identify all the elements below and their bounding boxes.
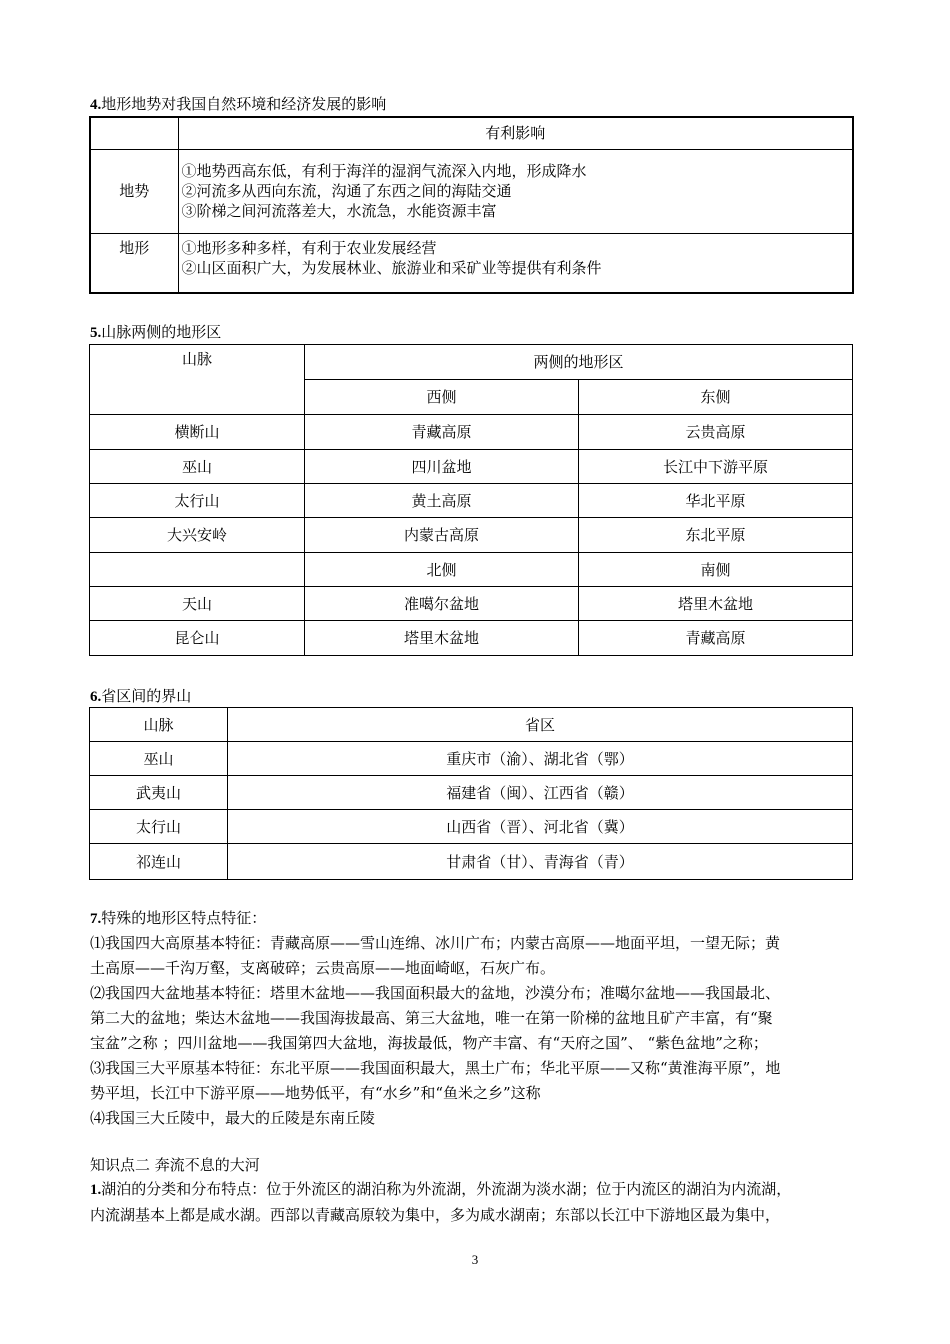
header-empty-cell [90,117,178,149]
west-region-cell: 内蒙古高原 [305,518,579,553]
section-4-heading [90,94,386,115]
header-regions-both-sides: 两侧的地形区 [305,345,853,380]
section-7-number: 7. [90,911,102,927]
boundary-mountains-table [89,707,853,880]
mountain-cell: 武夷山 [90,776,228,810]
header-north-side: 北侧 [305,553,579,587]
east-region-cell: 长江中下游平原 [579,450,853,484]
section-6-number: 6. [90,689,102,705]
header-mountain: 山脉 [90,345,305,415]
mountain-cell: 祁连山 [90,844,228,880]
province-cell: 甘肃省（甘）、青海省（青） [228,844,853,880]
body-line: ⑶我国三大平原基本特征：东北平原——我国面积最大，黑土广布；华北平原——又称“黄淮海平原”，地 [90,1059,781,1077]
south-region-cell: 青藏高原 [579,621,853,656]
mountain-cell: 大兴安岭 [90,518,305,553]
section-5-title: 山脉两侧的地形区 [101,323,222,341]
body-line: 内流湖基本上都是咸水湖。西部以青藏高原较为集中，多为咸水湖南；东部以长江中下游地区最为集中， [90,1206,781,1224]
mountain-cell: 横断山 [90,415,305,450]
terrain-slope-influences [178,149,853,233]
influence-line: ①地势西高东低，有利于海洋的湿润气流深入内地，形成降水 [181,162,587,180]
body-line: 宝盆”之称 ；四川盆地——我国第四大盆地，海拔最低，物产丰富、有“天府之国”、 “紫色盆地”之称； [90,1034,768,1052]
header-mountain: 山脉 [90,708,228,742]
province-cell: 山西省（晋）、河北省（冀） [228,810,853,844]
influence-line: ②山区面积广大，为发展林业、旅游业和采矿业等提供有利条件 [181,258,602,277]
influence-line: ①地形多种多样，有利于农业发展经营 [181,238,437,257]
west-region-cell: 青藏高原 [305,415,579,450]
row-label-terrain-slope: 地势 [90,149,178,233]
item-1-number: 1. [90,1182,102,1198]
north-region-cell: 准噶尔盆地 [305,587,579,621]
knowledge-point-2-title: 知识点二 奔流不息的大河 [90,1156,260,1174]
section-6-title: 省区间的界山 [101,687,192,705]
east-region-cell: 华北平原 [579,484,853,518]
west-region-cell: 四川盆地 [305,450,579,484]
header-east-side: 东侧 [579,380,853,415]
header-south-side: 南侧 [579,553,853,587]
body-line: 第二大的盆地；柴达木盆地——我国海拔最高、第三大盆地，唯一在第一阶梯的盆地且矿产丰富，有“聚 [90,1009,773,1027]
page-number: 3 [471,1252,479,1267]
terrain-influence-table [89,116,854,294]
body-line: ⑴我国四大高原基本特征：青藏高原——雪山连绵、冰川广布；内蒙古高原——地面平坦，一望无际；黄 [90,934,781,952]
mountain-cell: 太行山 [90,810,228,844]
east-region-cell: 东北平原 [579,518,853,553]
empty-mountain-cell [90,553,305,587]
mountain-cell: 太行山 [90,484,305,518]
section-5-heading [90,322,221,343]
east-region-cell: 云贵高原 [579,415,853,450]
body-line [90,1177,860,1203]
header-west-side: 西侧 [305,380,579,415]
section-7-title: 特殊的地形区特点特征： [101,909,267,927]
header-province: 省区 [228,708,853,742]
body-line: ⑵我国四大盆地基本特征：塔里木盆地——我国面积最大的盆地，沙漠分布；准噶尔盆地——我国最北、 [90,984,781,1002]
north-region-cell: 塔里木盆地 [305,621,579,656]
row-label-landform: 地形 [90,233,178,293]
mountain-cell: 天山 [90,587,305,621]
body-line-text: 湖泊的分类和分布特点：位于外流区的湖泊称为外流湖，外流湖为淡水湖；位于内流区的湖泊为内流湖， [101,1180,792,1198]
province-cell: 重庆市（渝）、湖北省（鄂） [228,742,853,776]
province-cell: 福建省（闽）、江西省（赣） [228,776,853,810]
section-4-number: 4. [90,97,102,113]
influence-line: ③阶梯之间河流落差大，水流急，水能资源丰富 [181,202,497,220]
section-6-heading [90,686,191,707]
mountain-cell: 昆仑山 [90,621,305,656]
mountain-sides-table [89,344,853,656]
body-line: 势平坦，长江中下游平原——地势低平，有“水乡”和“鱼米之乡”这称 [90,1084,541,1102]
landform-influences [178,233,853,293]
mountain-cell: 巫山 [90,450,305,484]
mountain-cell: 巫山 [90,742,228,776]
body-line: 土高原——千沟万壑，支离破碎；云贵高原——地面崎岖，石灰广布。 [90,959,556,977]
section-7-body [90,931,860,1131]
header-favorable-influence: 有利影响 [178,117,853,149]
section-4-title: 地形地势对我国自然环境和经济发展的影响 [101,95,387,113]
west-region-cell: 黄土高原 [305,484,579,518]
influence-line: ②河流多从西向东流，沟通了东西之间的海陆交通 [181,182,512,200]
section-5-number: 5. [90,325,102,341]
knowledge-point-2-body [90,1177,860,1228]
section-7-heading [90,908,266,929]
south-region-cell: 塔里木盆地 [579,587,853,621]
body-line: ⑷我国三大丘陵中，最大的丘陵是东南丘陵 [90,1109,376,1127]
